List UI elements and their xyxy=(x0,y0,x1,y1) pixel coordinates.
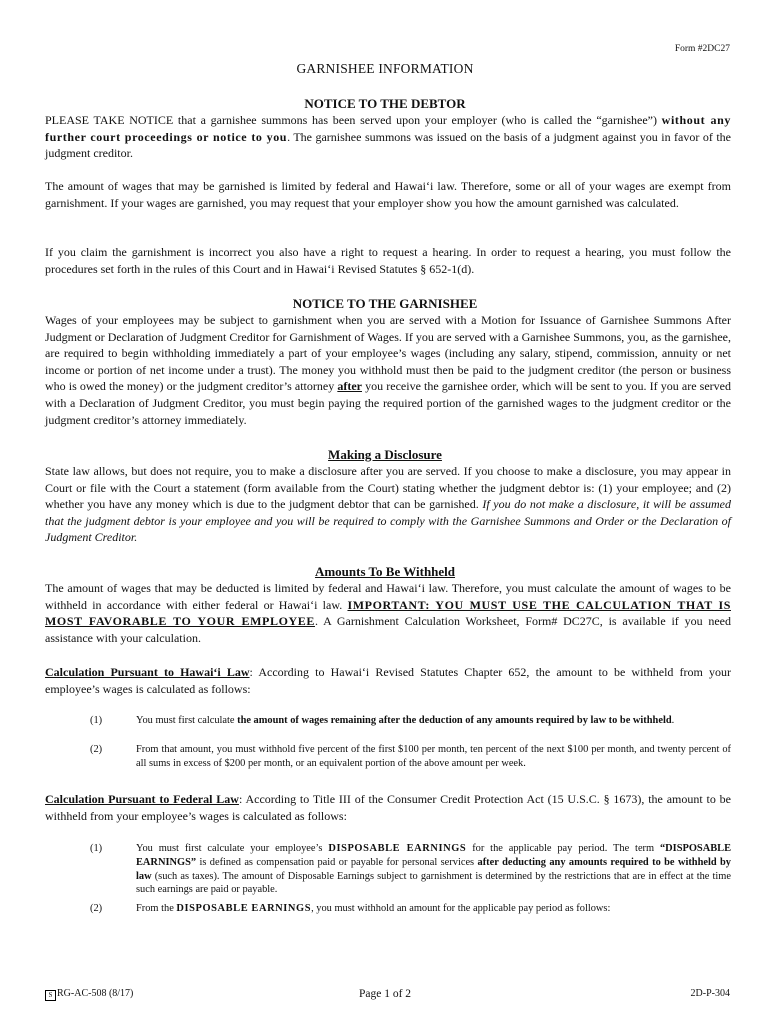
withheld-heading: Amounts To Be Withheld xyxy=(314,564,456,579)
debtor-heading: NOTICE TO THE DEBTOR xyxy=(304,96,466,111)
footer-page-number: Page 1 of 2 xyxy=(358,988,412,1000)
garnishee-heading: NOTICE TO THE GARNISHEE xyxy=(292,296,478,311)
withheld-paragraph: The amount of wages that may be deducted is limited by federal and Hawaiʻi law. Therefore, you must calculate the amount of wages to be withheld in accordance with either federal or Hawaiʻi law. IMPORTANT: YOU MUST USE THE CALCULATION THAT IS MOST FAVORABLE TO YOUR EMPLOYEE. A Garnishment Calculation Worksheet, Form# DC27C, is available if you need assistance with your calculation. xyxy=(45,581,731,645)
debtor-paragraph-3: If you claim the garnishment is incorrect you also have a right to request a hearing. In order to request a hearing, you must follow the procedures set forth in the rules of this Court and in Hawaiʻi Revised Statutes § 652-1(d). xyxy=(45,245,731,276)
federal-law-paragraph: Calculation Pursuant to Federal Law: According to Title III of the Consumer Credit Protection Act (15 U.S.C. § 1673), the amount to be withheld from your employee’s wages is calculated as follows: xyxy=(45,792,731,823)
disclosure-paragraph: State law allows, but does not require, you to make a disclosure after you are served. If you choose to make a disclosure, you may appear in Court or file with the Court a statement (form available from the Court) stating whether the judgment debtor is: (1) your employee; and (2) whether you have any money which is due to the judgment debtor that can be garnished. If you do not make a disclosure, it will be assumed that the judgment debtor is your employee and you will be required to comply with the Garnishee Summons and Order or the Declaration of Judgment Creditor. xyxy=(45,464,732,545)
document-page: Form #2DC27 GARNISHEE INFORMATION NOTICE TO THE DEBTOR PLEASE TAKE NOTICE that a garnishee summons has been served upon your employer (who is called the “garnishee”) without any further court proceedings or notice to you. The garnishee summons was issued on the basis of a judgment against you in favor of the judgment creditor. The amount of wages that may be garnished is limited by federal and Hawaiʻi law. Therefore, some or all of your wages are exempt from garnishment. If your wages are garnished, you may request that your employer show you how the amount garnished was calculated. If you claim the garnishment is incorrect you also have a right to request a hearing. In order to request a hearing, you must follow the procedures set forth in the rules of this Court and in Hawaiʻi Revised Statutes § 652-1(d). NOTICE TO THE GARNISHEE Wages of your employees may be subject to garnishment when you are served with a Motion for Issuance of Garnishee Summons After Judgment or Declaration of Judgment Creditor for Garnishment of Wages. If you are served with a Garnishee Summons, you, as the garnishee, are required to begin withholding immediately a part of your employee’s wages (including any salary, stipend, commission, annuity or net income or portion of net income under a trust). The money you withhold must then be paid to the judgment creditor (the person or business who is owed the money) or the judgment creditor’s attorney after you receive the garnishee order, which will be sent to you. If you are served with a Declaration of Judgment Creditor, you must begin paying the required portion of the garnished wages to the judgment creditor or the judgment creditor’s attorney immediately. Making a Disclosure State law allows, but does not require, you to make a disclosure after you are served. If you choose to make a disclosure, you may appear in Court or file with the Court a statement (form available from the Court) stating whether the judgment debtor is: (1) your employee; and (2) whether you have any money which is due to the judgment debtor that can be garnished. If you do not make a disclosure, it will be assumed that the judgment debtor is your employee and you will be required to comply with the Garnishee Summons and Order or the Declaration of Judgment Creditor. Amounts To Be Withheld The amount of wages that may be deducted is limited by federal and Hawaiʻi law. Therefore, you must calculate the amount of wages to be withheld in accordance with either federal or Hawaiʻi law. IMPORTANT: YOU MUST USE THE CALCULATION THAT IS MOST FAVORABLE TO YOUR EMPLOYEE. A Garnishment Calculation Worksheet, Form# DC27C, is available if you need assistance with your calculation. Calculation Pursuant to Hawaiʻi Law: According to Hawaiʻi Revised Statutes Chapter 652, the amount to be withheld from your employee’s wages is calculated as follows: (1) You must first calculate the amount of wages remaining after the deduction of any amounts required by law to be withheld. (2) From that amount, you must withhold five percent of the first $100 per month, ten percent of the next $100 per month, and twenty percent of all sums in excess of $200 per month, or an equivalent portion of the above amount per week. Calculation Pursuant to Federal Law: According to Title III of the Consumer Credit Protection Act (15 U.S.C. § 1673), the amount to be withheld from your employee’s wages is calculated as follows: (1) You must first calculate your employee’s DISPOSABLE EARNINGS for the applicable pay period. The term “DISPOSABLE EARNINGS” is defined as compensation paid or payable for personal services after deducting any amounts required to be withheld by law (such as taxes). The amount of Disposable Earnings subject to garnishment is determined by the restrictions that are in effect at the time such earnings are paid or payable. (2) From the DISPOSABLE EARNINGS, you must withhold an amount for the applicable pay period as follows: S RG-AC-508 (8/17) Page 1 of 2 2D-P-304 xyxy=(0,0,770,1024)
court-logo-icon: S xyxy=(45,990,56,1001)
footer-form-code: S RG-AC-508 (8/17) xyxy=(45,988,133,1001)
form-number: Form #2DC27 xyxy=(674,44,730,54)
debtor-paragraph-2: The amount of wages that may be garnished is limited by federal and Hawaiʻi law. Therefore, some or all of your wages are exempt from garnishment. If your wages are garnished, you may request that your employer show you how the amount garnished was calculated. xyxy=(45,179,731,210)
hawaii-law-paragraph: Calculation Pursuant to Hawaiʻi Law: According to Hawaiʻi Revised Statutes Chapter 652, the amount to be withheld from your employee’s wages is calculated as follows: xyxy=(45,665,731,696)
garnishee-paragraph: Wages of your employees may be subject to garnishment when you are served with a Motion for Issuance of Garnishee Summons After Judgment or Declaration of Judgment Creditor for Garnishment of Wages. If you are served with a Garnishee Summons, you, as the garnishee, are required to begin withholding immediately a part of your employee’s wages (including any salary, stipend, commission, annuity or net income or portion of net income under a trust). The money you withhold must then be paid to the judgment creditor (the person or business who is owed the money) or the judgment creditor’s attorney after you receive the garnishee order, which will be sent to you. If you are served with a Declaration of Judgment Creditor, you must begin paying the required portion of the garnished wages to the judgment creditor or the judgment creditor’s attorney immediately. xyxy=(45,313,731,427)
footer-code-right: 2D-P-304 xyxy=(690,988,730,999)
page-title: GARNISHEE INFORMATION xyxy=(296,61,474,76)
debtor-paragraph-1: PLEASE TAKE NOTICE that a garnishee summons has been served upon your employer (who is called the “garnishee”) without any further court proceedings or notice to you. The garnishee summons was issued on the basis of a judgment against you in favor of the judgment creditor. xyxy=(45,113,731,161)
disclosure-heading: Making a Disclosure xyxy=(328,447,442,462)
